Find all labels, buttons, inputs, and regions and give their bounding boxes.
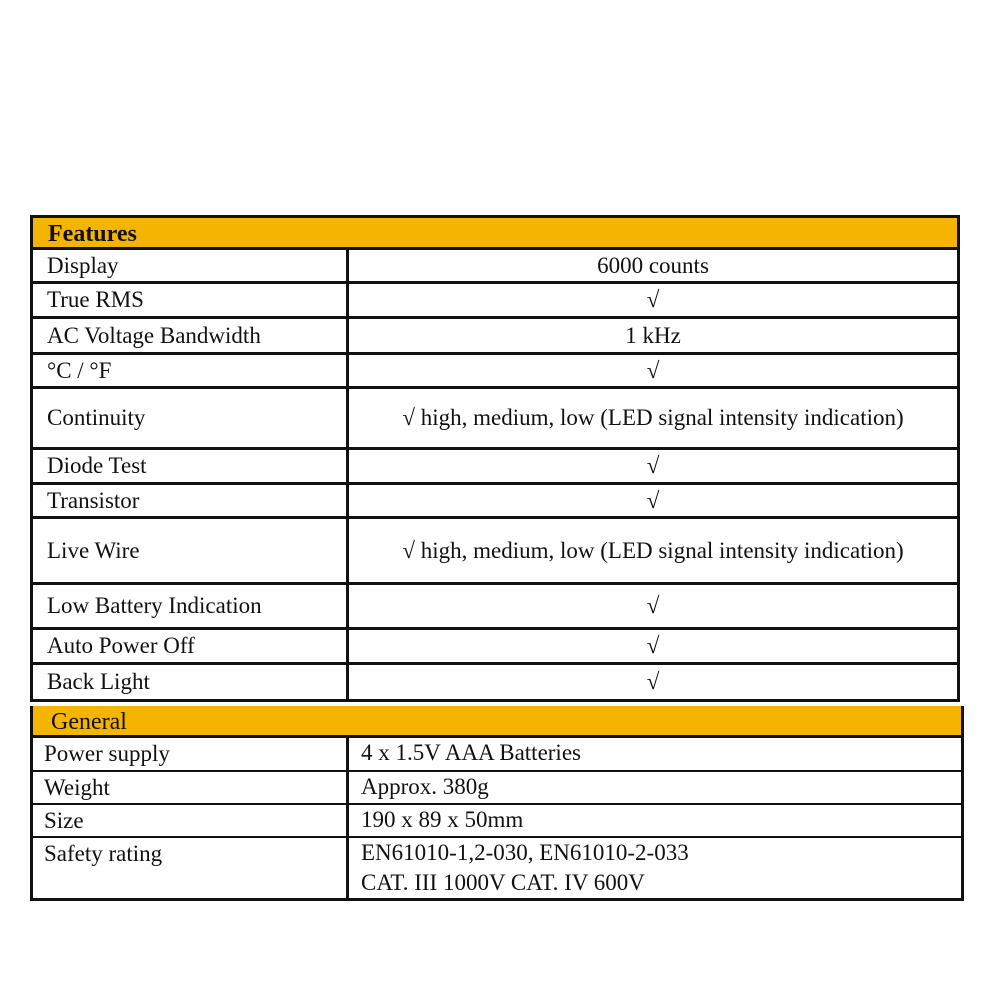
table-row [33,450,957,485]
row-value: √ [646,669,660,694]
row-label: Low Battery Indication [33,585,349,627]
row-label: AC Voltage Bandwidth [33,319,349,352]
features-header: Features [33,218,957,250]
row-label: Weight [33,772,349,803]
row-label: Safety rating [33,838,349,898]
row-label: Transistor [33,485,349,516]
table-row [33,585,957,630]
row-label: °C / °F [33,355,349,386]
row-value: √ [646,633,660,658]
table-row [33,838,961,898]
table-row [33,772,961,805]
row-label: Back Light [33,665,349,699]
row-label: Auto Power Off [33,630,349,662]
row-value: Approx. 380g [361,774,489,799]
row-value: √ [646,357,660,383]
row-label: Live Wire [33,519,349,582]
row-value: 1 kHz [625,322,681,348]
table-row [33,738,961,772]
features-table [30,215,960,702]
row-value: 190 x 89 x 50mm [361,807,524,832]
table-row [33,519,957,585]
row-value: √ high, medium, low (LED signal intensity indication) [402,537,904,563]
table-row [33,250,957,284]
row-value: 4 x 1.5V AAA Batteries [361,740,581,765]
general-table [30,706,964,901]
general-header: General [33,706,961,738]
row-value: √ high, medium, low (LED signal intensity indication) [402,405,904,430]
row-value: √ [646,487,660,513]
table-row [33,319,957,355]
row-value: √ [646,287,660,312]
row-label: Diode Test [33,450,349,482]
row-value: √ [646,453,660,478]
row-value: √ [646,593,660,618]
row-value [349,838,961,898]
table-row [33,665,957,699]
row-label: Continuity [33,389,349,447]
row-value: 6000 counts [597,252,709,278]
table-row [33,805,961,838]
table-row [33,284,957,319]
safety-line-2: CAT. III 1000V CAT. IV 600V [361,870,645,895]
table-row [33,485,957,519]
row-label: Display [33,250,349,281]
table-row [33,389,957,450]
row-label: Size [33,805,349,836]
row-label: True RMS [33,284,349,316]
table-row [33,355,957,389]
table-row [33,630,957,665]
safety-line-1: EN61010-1,2-030, EN61010-2-033 [361,840,689,865]
row-label: Power supply [33,738,349,770]
